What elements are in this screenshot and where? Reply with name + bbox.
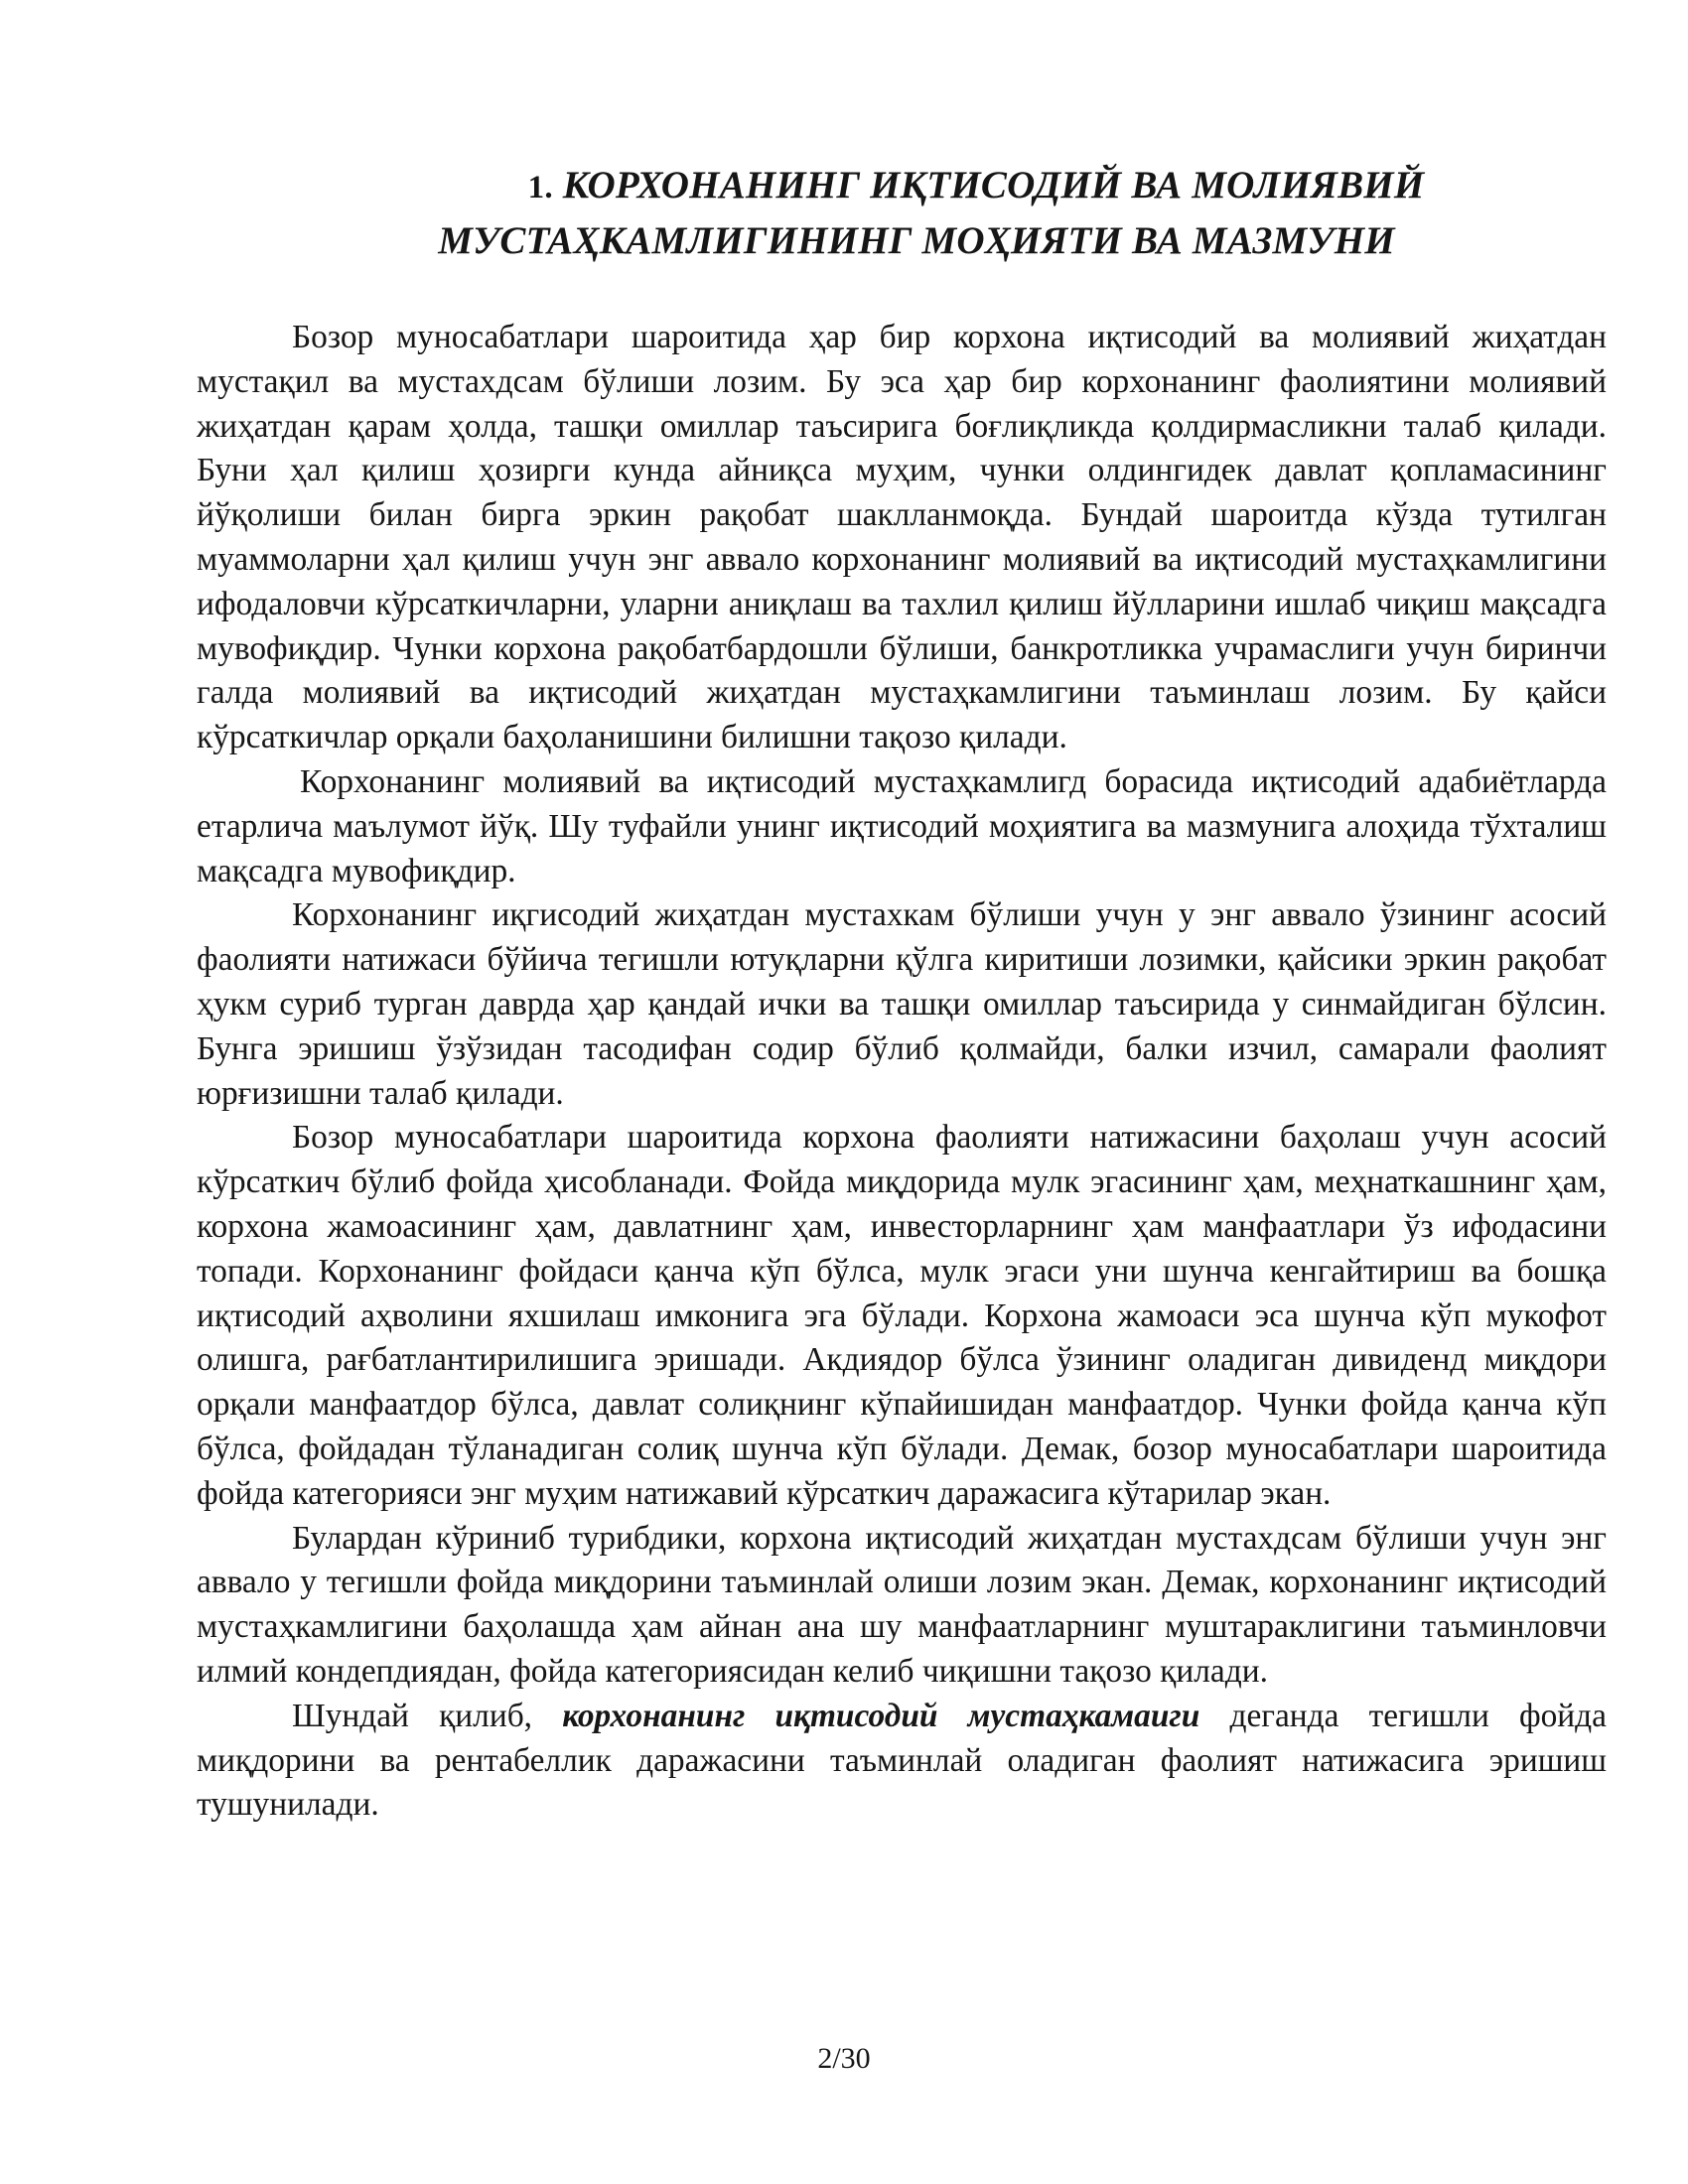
paragraph-definition xyxy=(197,1695,1607,1828)
section-title-line-1 xyxy=(197,159,1607,214)
definition-lead: Шундай қилиб, xyxy=(292,1697,563,1734)
section-title xyxy=(197,159,1607,267)
paragraph: Корхонанинг молиявий ва иқтисодий мустаҳкамлигд борасида иқтисодий адабиётларда етарлича маълумот йўқ. Шу туфайли унинг иқтисодий моҳиятига ва мазмунига алоҳида тўхталиш мақсадга мувофиқдир. xyxy=(197,762,1607,889)
paragraph: Бозор муносабатлари шароитида ҳар бир корхона иқтисодий ва молиявий жиҳатдан мустақил ва мустахдсам бўлиши лозим. Бу эса ҳар бир корхонанинг фаолиятини молиявий жиҳатдан қарам ҳолда, ташқи омиллар таъсирига боғлиқликда қолдирмасликни талаб қилади. Буни ҳал қилиш ҳозирги кунда айниқса муҳим, чунки олдингидек давлат қопламасининг йўқолиши билан бирга эркин рақобат шаклланмоқда. Бундай шароитда кўзда тутилган муаммоларни ҳал қилиш учун энг аввало корхонанинг молиявий ва иқтисодий мустаҳкамлигини ифодаловчи кўрсаткичларни, уларни аниқлаш ва тахлил қилиш йўлларини ишлаб чиқиш мақсадга мувофиқдир. Чунки корхона рақобатбардошли бўлиши, банкротликка учрамаслиги учун биринчи галда молиявий ва иқтисодий жиҳатдан мустаҳкамлигини таъминлаш лозим. Бу қайси кўрсаткичлар орқали баҳоланишини билишни тақозо қилади. xyxy=(197,319,1607,756)
page-number: 2/30 xyxy=(817,2042,871,2075)
paragraph: Корхонанинг иқгисодий жиҳатдан мустахкам бўлиши учун у энг аввало ўзининг асосий фаолияти натижаси бўйича тегишли ютуқларни қўлга киритиши лозимки, қайсики эркин рақобат ҳукм суриб турган даврда ҳар қандай ички ва ташқи омиллар таъсирида у синмайдиган бўлсин. Бунга эришиш ўзўзидан тасодифан содир бўлиб қолмайди, балки изчил, самарали фаолият юрғизишни талаб қилади. xyxy=(197,896,1607,1112)
section-title-text-1: КОРХОНАНИНГ ИҚТИСОДИЙ ВА МОЛИЯВИЙ xyxy=(562,164,1425,206)
body-text xyxy=(197,316,1607,1828)
document-page xyxy=(197,159,1607,1828)
paragraph: Бозор муносабатлари шароитида корхона фаолияти натижасини баҳолаш учун асосий кўрсаткич бўлиб фойда ҳисобланади. Фойда миқдорида мулк эгасининг ҳам, меҳнаткашнинг ҳам, корхона жамоасининг ҳам, давлатнинг ҳам, инвесторларнинг ҳам манфаатлари ўз ифодасини топади. Корхонанинг фойдаси қанча кўп бўлса, мулк эгаси уни шунча кенгайтириш ва бошқа иқтисодий аҳволини яхшилаш имконига эга бўлади. Корхона жамоаси эса шунча кўп мукофот олишга, рағбатлантирилишига эришади. Акдиядор бўлса ўзининг оладиган дивиденд миқдори орқали манфаатдор бўлса, давлат солиқнинг кўпайишидан манфаатдор. Чунки фойда қанча кўп бўлса, фойдадан тўланадиган солиқ шунча кўп бўлади. Демак, бозор муносабатлари шароитида фойда категорияси энг муҳим натижавий кўрсаткич даражасига кўтарилар экан. xyxy=(197,1119,1607,1512)
section-title-line-2: МУСТАҲКАМЛИГИНИНГ МОҲИЯТИ ВА МАЗМУНИ xyxy=(438,219,1395,262)
definition-text: деганда тегишли фойда миқдорини ва рентабеллик даражасини таъминлай оладиган фаолият натижасига эришиш тушунилади. xyxy=(197,1697,1607,1824)
section-number: 1. xyxy=(527,170,553,205)
definition-term: корхонанинг иқтисодий мустаҳкамаиги xyxy=(562,1697,1200,1734)
paragraph: Булардан кўриниб турибдики, корхона иқтисодий жиҳатдан мустахдсам бўлиши учун энг аввало у тегишли фойда миқдорини таъминлай олиши лозим экан. Демак, корхонанинг иқтисодий мустаҳкамлигини баҳолашда ҳам айнан ана шу манфаатларнинг муштараклигини таъминловчи илмий кондепдиядан, фойда категориясидан келиб чиқишни тақозо қилади. xyxy=(197,1519,1607,1690)
